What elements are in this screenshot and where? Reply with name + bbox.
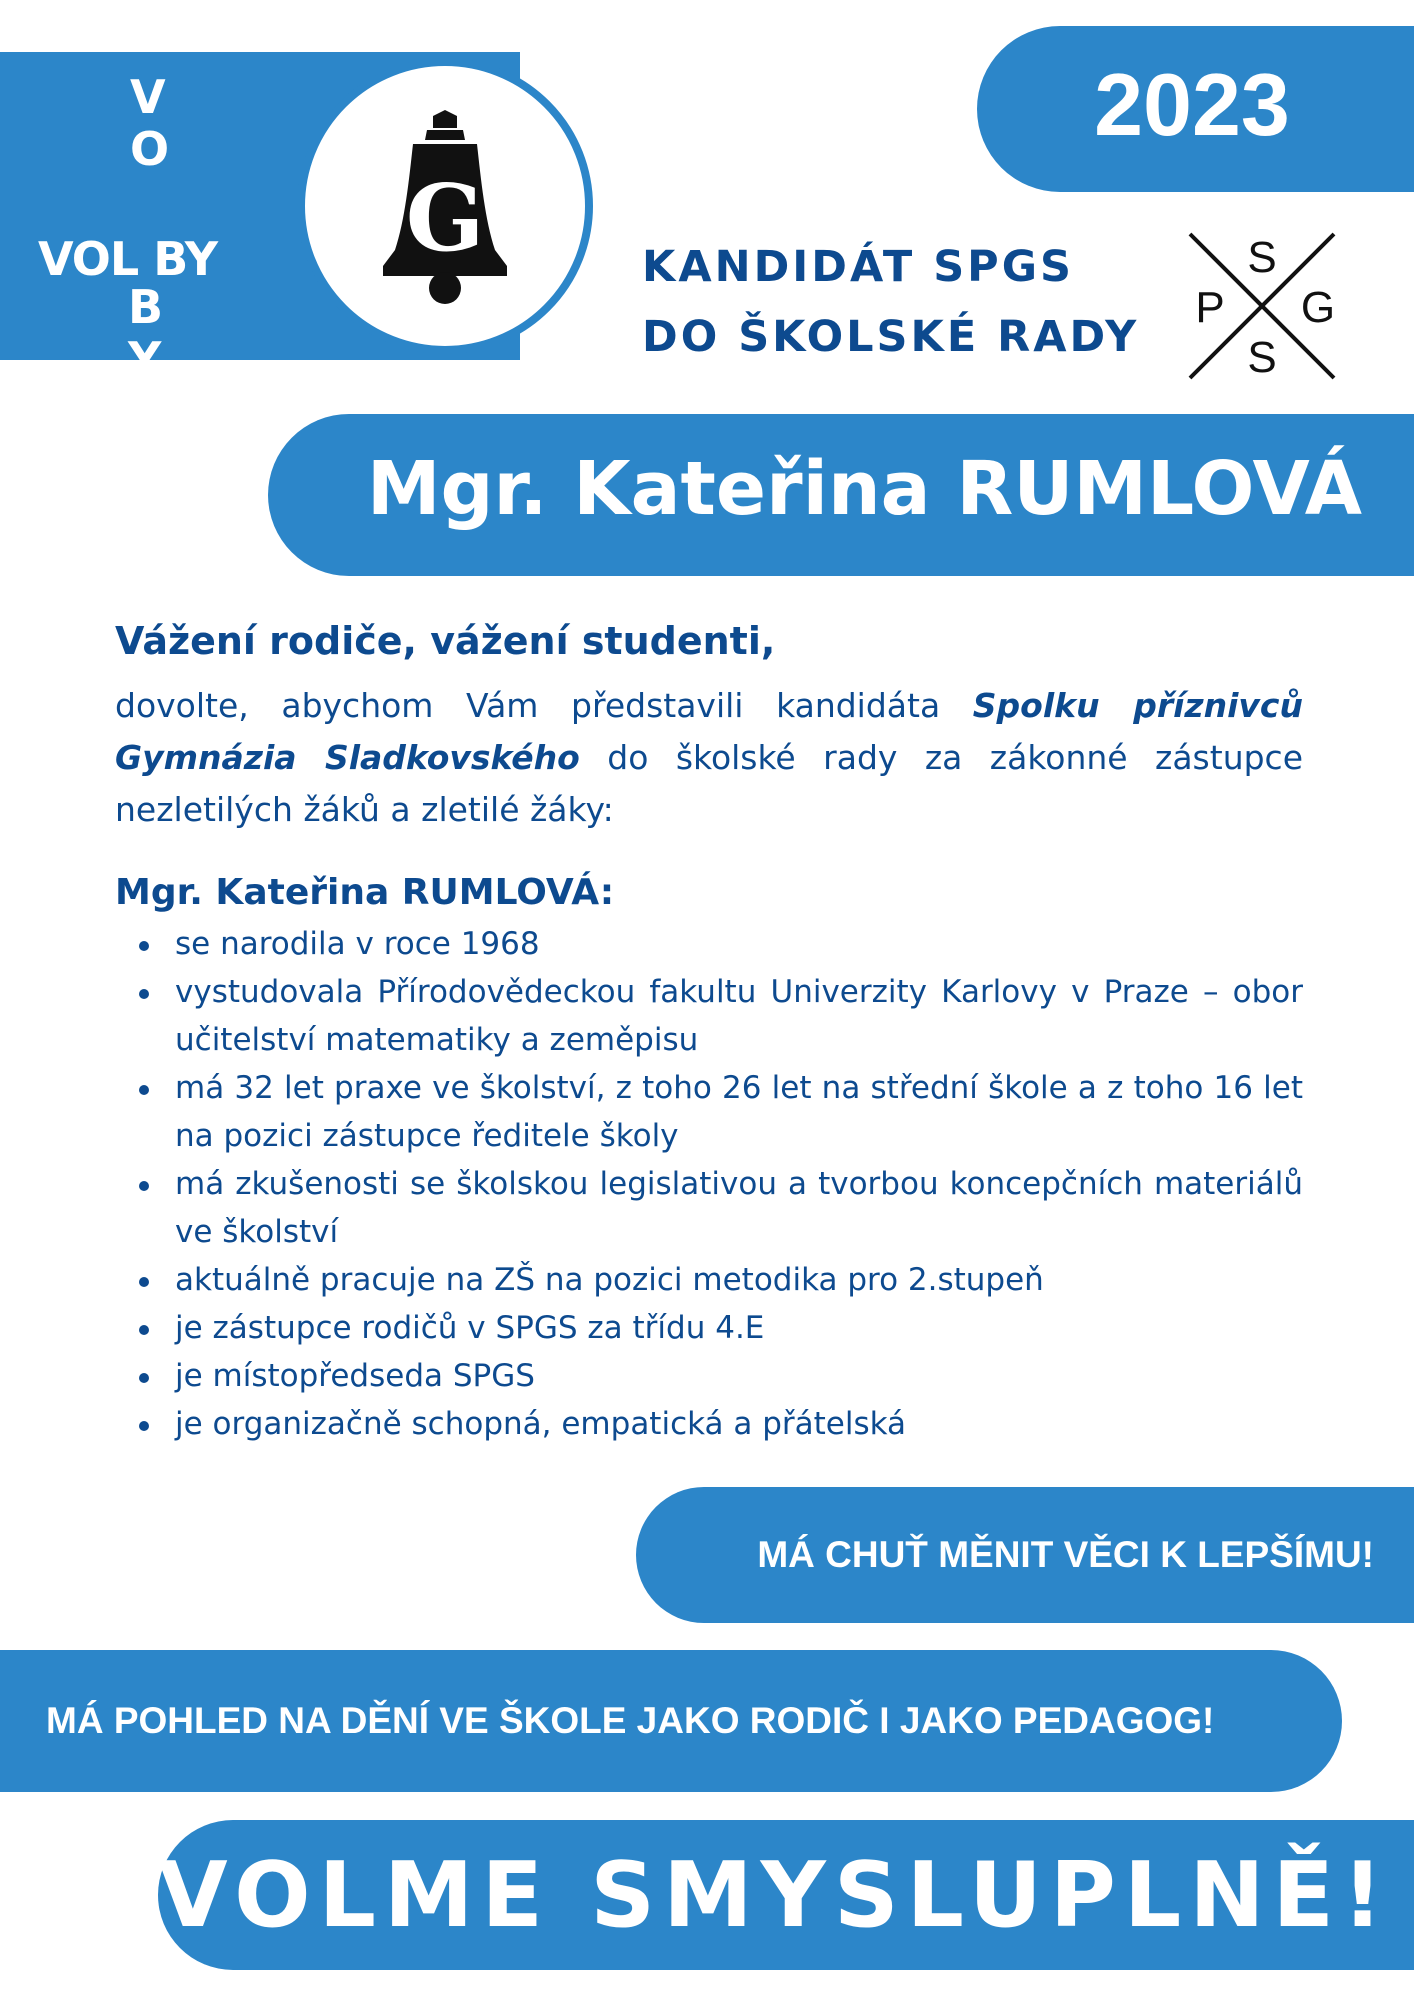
candidate-name: Mgr. Kateřina RUMLOVÁ: [366, 446, 1362, 532]
candidate-label-line1: KANDIDÁT SPGS: [642, 242, 1074, 292]
organization-name: Spolku příznivců Gymnázia Sladkovského: [115, 686, 1303, 777]
list-item: má zkušenosti se školskou legislativou a tvorbou koncepčních materiálů ve školství: [135, 1160, 1303, 1256]
spgs-logo-left: P: [1195, 283, 1225, 332]
logo-letter: G: [405, 164, 485, 272]
bell-icon: [373, 110, 517, 306]
candidate-facts-list: [135, 920, 1303, 1448]
slogan-text: MÁ CHUŤ MĚNIT VĚCI K LEPŠÍMU!: [757, 1534, 1374, 1575]
slogan-banner: [158, 1820, 1414, 1970]
spgs-logo: [1182, 226, 1342, 386]
year-text: 2023: [1094, 55, 1290, 154]
year-badge: [977, 26, 1414, 192]
spgs-logo-top: S: [1247, 233, 1277, 282]
crossword-letter: V: [130, 70, 166, 124]
list-item: je organizačně schopná, empatická a přátelská: [135, 1400, 1303, 1448]
greeting: Vážení rodiče, vážení studenti,: [115, 619, 776, 663]
list-heading: Mgr. Kateřina RUMLOVÁ:: [115, 872, 615, 913]
intro-text: dovolte, abychom Vám představili kandidáta: [115, 686, 973, 725]
slogan-banner: [0, 1650, 1342, 1792]
slogan-text: MÁ POHLED NA DĚNÍ VE ŠKOLE JAKO RODIČ I JAKO PEDAGOG!: [46, 1700, 1215, 1741]
list-item: je zástupce rodičů v SPGS za třídu 4.E: [135, 1304, 1303, 1352]
school-logo: [297, 58, 593, 354]
candidate-label: [642, 232, 1162, 372]
name-banner: [268, 414, 1414, 576]
candidate-label-line2: DO ŠKOLSKÉ RADY: [642, 312, 1140, 362]
spgs-logo-right: G: [1300, 283, 1336, 332]
intro-paragraph: [115, 680, 1303, 836]
spgs-logo-bottom: S: [1247, 333, 1277, 382]
main-slogan: VOLME SMYSLUPLNĚ!: [158, 1843, 1392, 1948]
list-item: je místopředseda SPGS: [135, 1352, 1303, 1400]
intro-text: do školské rady za zákonné zástupce nezletilých žáků a zletilé žáky:: [115, 738, 1304, 829]
list-item: se narodila v roce 1968: [135, 920, 1303, 968]
list-item: vystudovala Přírodovědeckou fakultu Univerzity Karlovy v Praze – obor učitelství matematiky a zeměpisu: [135, 968, 1303, 1064]
crossword-letter: B: [128, 280, 164, 334]
crossword-horizontal: VOL BY: [38, 232, 218, 286]
slogan-banner: [636, 1487, 1414, 1623]
list-item: aktuálně pracuje na ZŠ na pozici metodika pro 2.stupeň: [135, 1256, 1303, 1304]
list-item: má 32 let praxe ve školství, z toho 26 let na střední škole a z toho 16 let na pozici zástupce ředitele školy: [135, 1064, 1303, 1160]
crossword-letter: O: [130, 122, 170, 176]
crossword-letter: Y: [128, 332, 162, 386]
